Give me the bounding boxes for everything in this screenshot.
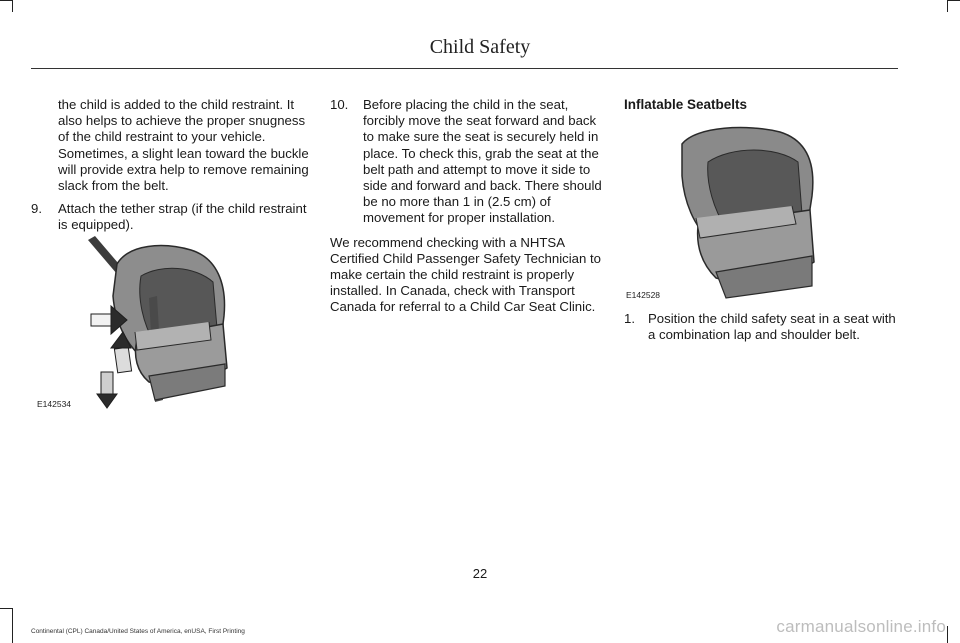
step-text: Before placing the child in the seat, forcibly move the seat forward and back to make sure the seat is securely held in place. To check this, grab the seat at the belt path and attempt to move it side to side and forward and back. There should be no more than 1 in (2.5 cm) of movement for proper installation. <box>363 97 602 226</box>
child-seat-image <box>624 122 884 304</box>
step-number: 10. <box>330 97 349 112</box>
page-number: 22 <box>472 566 488 581</box>
crop-mark <box>948 0 960 1</box>
step-number: 1. <box>624 311 635 326</box>
step-number: 9. <box>31 201 42 217</box>
step-10 <box>330 97 602 227</box>
crop-mark <box>947 0 948 12</box>
crop-mark <box>12 0 13 12</box>
crop-mark <box>0 608 12 609</box>
section-heading: Inflatable Seatbelts <box>624 97 748 112</box>
step-text: Attach the tether strap (if the child restraint is equipped). <box>58 201 307 233</box>
figure-code: E142528 <box>626 290 661 300</box>
crop-mark <box>947 626 948 643</box>
crop-mark <box>0 0 12 1</box>
left-column <box>31 97 309 242</box>
step-9 <box>31 201 309 233</box>
child-seat-tether-image <box>31 236 301 416</box>
continuation-paragraph: the child is added to the child restraint. It also helps to achieve the proper snugness of the child restraint to your vehicle. Sometimes, a slight lean toward the buckle will provide extra help to remove remaining slack from the belt. <box>58 97 309 194</box>
step-1 <box>624 311 900 343</box>
tether-strap-illustration <box>31 236 301 416</box>
recommendation-paragraph: We recommend checking with a NHTSA Certified Child Passenger Safety Technician to make certain the child restraint is properly installed. In Canada, check with Transport Canada for referral to a Child Car Seat Clinic. <box>330 234 601 315</box>
step-text: Position the child safety seat in a seat with a combination lap and shoulder belt. <box>648 311 896 343</box>
inflatable-seatbelt-illustration <box>624 122 884 304</box>
header-rule <box>31 68 898 69</box>
figure-code: E142534 <box>37 399 72 409</box>
middle-column <box>330 97 602 324</box>
watermark-text: carmanualsonline.info <box>776 617 946 636</box>
printing-info: Continental (CPL) Canada/United States of America, enUSA, First Printing <box>31 628 245 635</box>
right-column-steps <box>624 311 900 351</box>
crop-mark <box>12 608 13 643</box>
page-title: Child Safety <box>429 36 531 58</box>
